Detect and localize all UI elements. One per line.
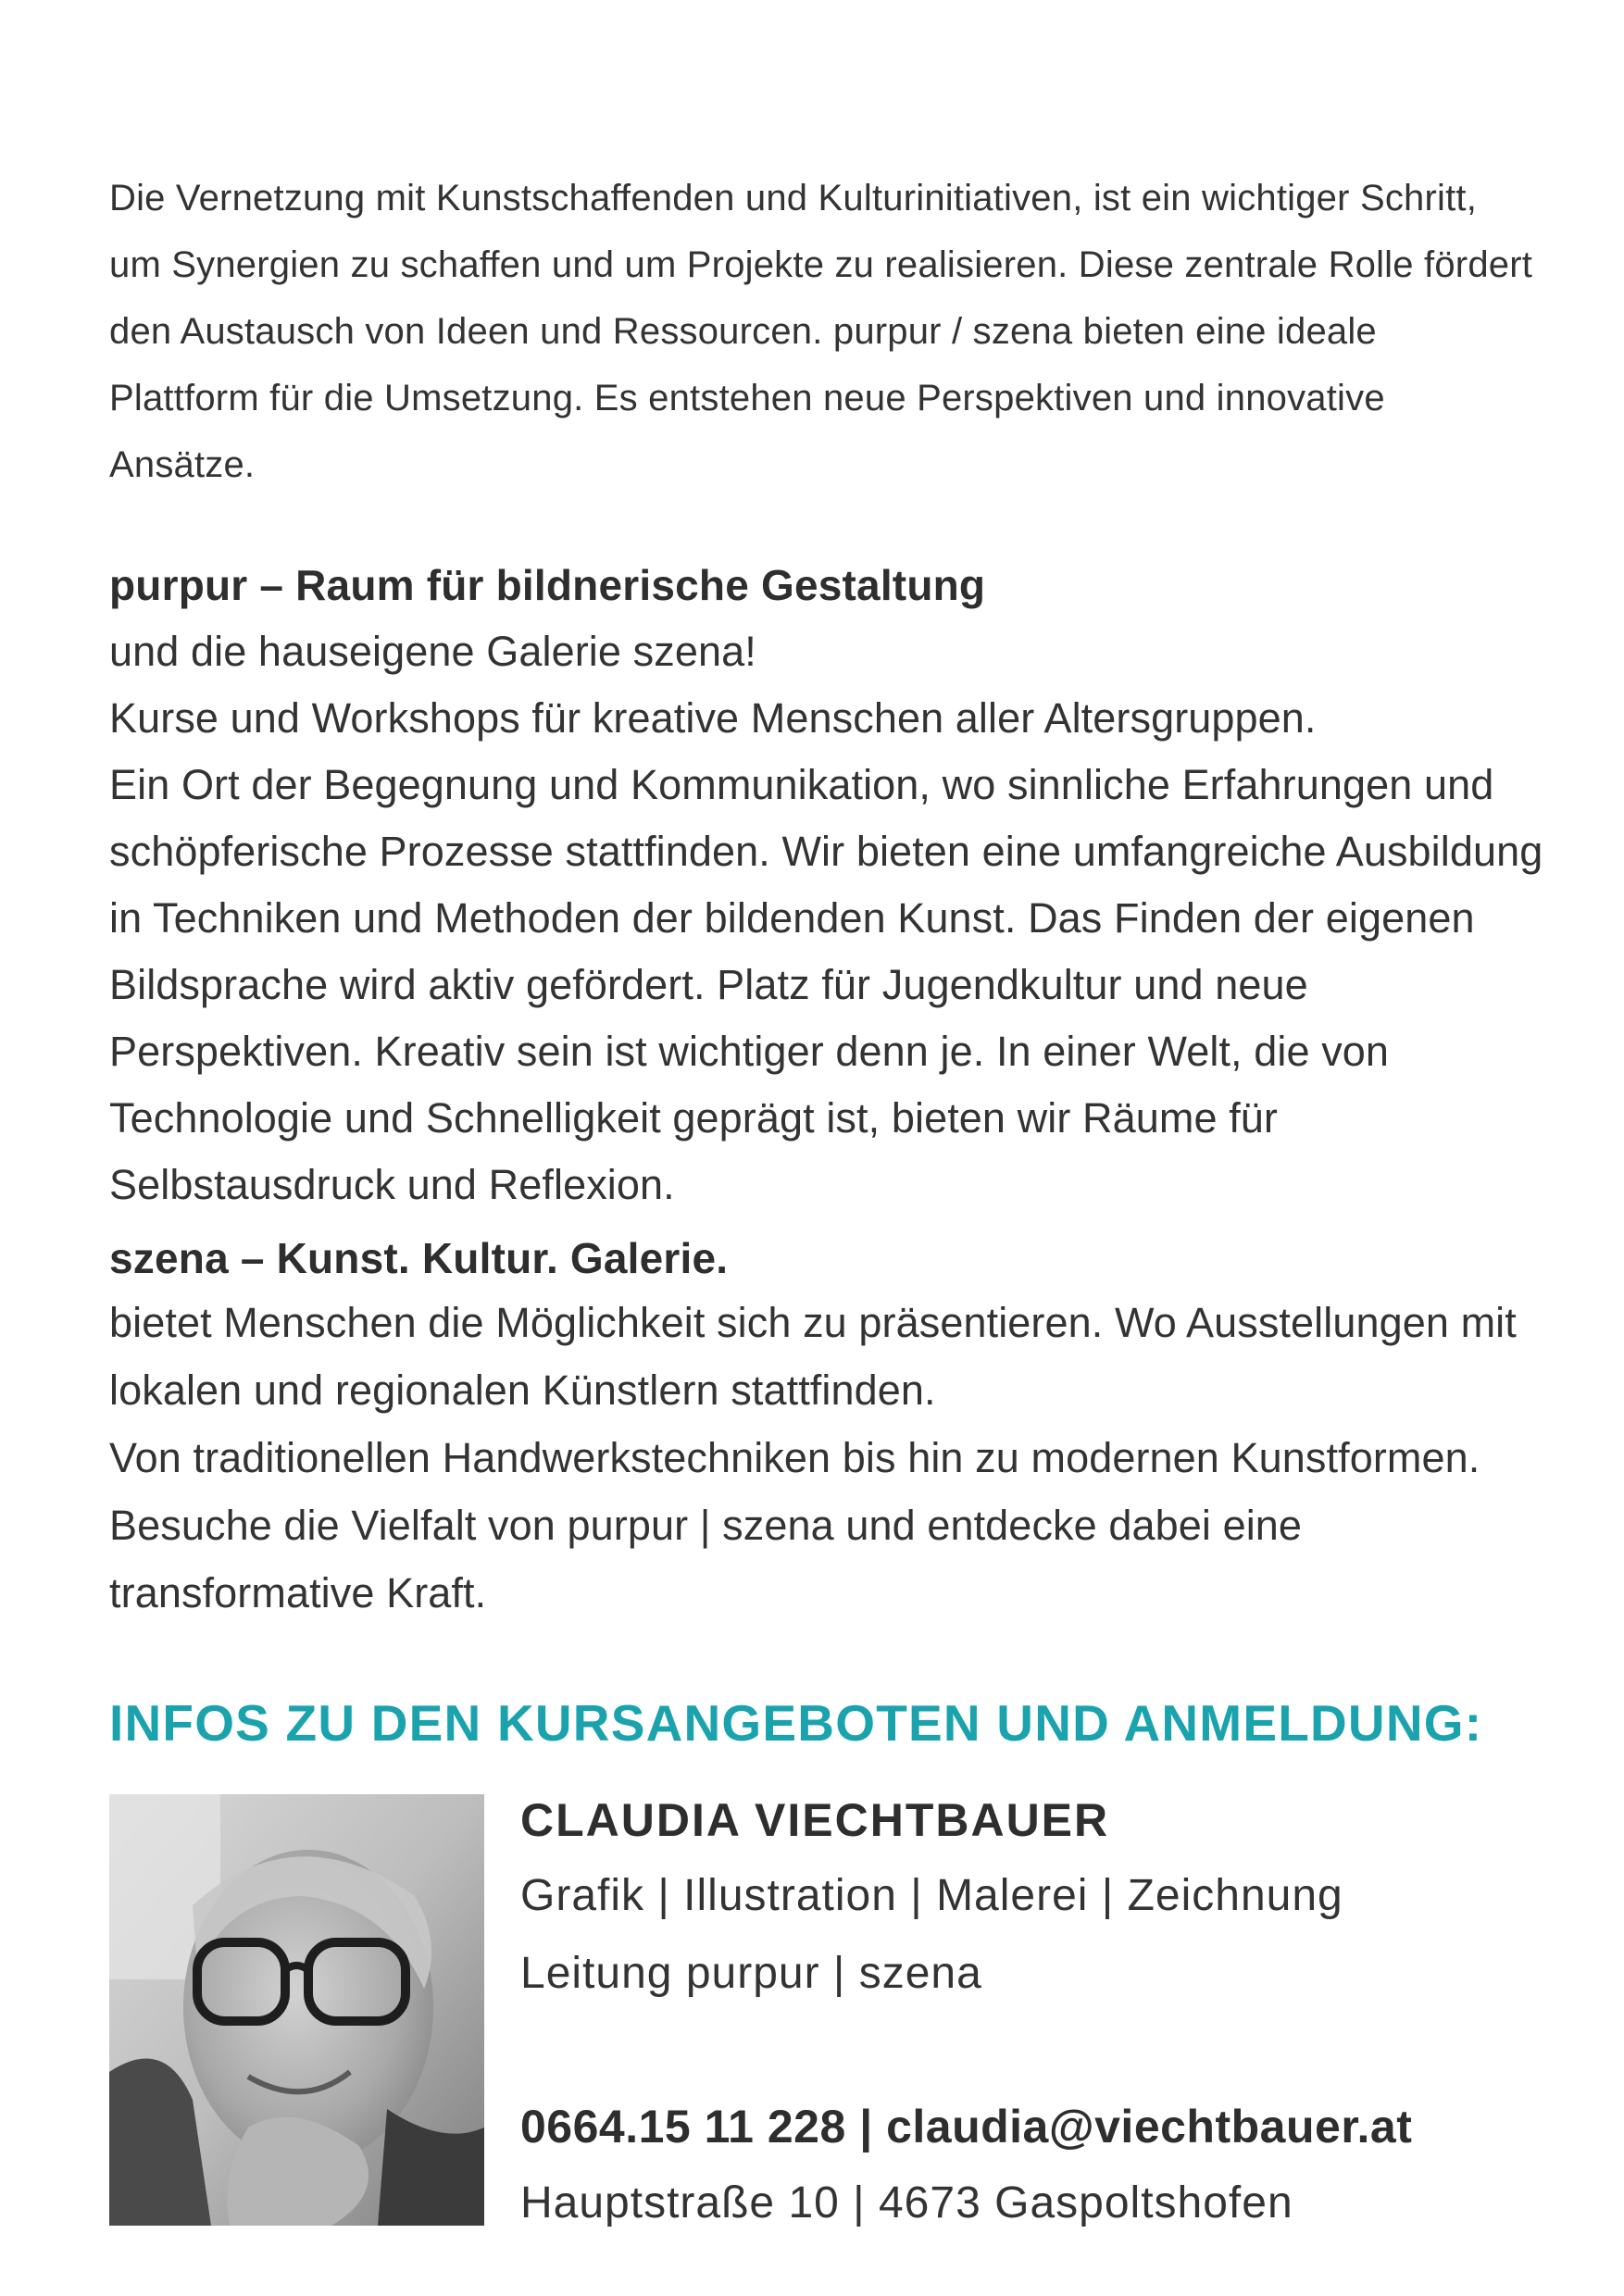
infos-title: INFOS ZU DEN KURSANGEBOTEN UND ANMELDUNG: <box>109 1694 1483 1752</box>
purpur-line: und die hauseigene Galerie szena! <box>109 628 756 675</box>
portrait-photo <box>109 1794 484 2226</box>
szena-heading: szena – Kunst. Kultur. Galerie. <box>109 1234 729 1282</box>
purpur-line: Ein Ort der Begegnung und Kommunikation, wo sinnliche Erfahrungen und schöpferische Prozesse stattfinden. Wir bieten eine umfangreiche Ausbildung in Techniken und Methoden der bildenden Kunst. Das Finden der eigenen Bildsprache wird aktiv gefördert. Platz für Jugendkultur und neue Perspektiven. Kreativ sein ist wichtiger denn je. In einer Welt, die von Technologie und Schnelligkeit geprägt ist, bieten wir Räume für Selbstausdruck und Reflexion. <box>109 761 1543 1208</box>
szena-line: Von traditionellen Handwerkstechniken bis hin zu modernen Kunstformen. Besuche die Vielfalt von purpur | szena und entdecke dabei eine transformative Kraft. <box>109 1434 1480 1616</box>
spacer <box>520 2013 1539 2089</box>
contact-phone-email[interactable]: 0664.15 11 228 | claudia@viechtbauer.at <box>520 2101 1413 2152</box>
purpur-heading: purpur – Raum für bildnerische Gestaltung <box>109 561 986 609</box>
purpur-body <box>109 618 1554 1218</box>
szena-body <box>109 1289 1554 1627</box>
szena-line: bietet Menschen die Möglichkeit sich zu präsentieren. Wo Ausstellungen mit lokalen und regionalen Künstlern stattfinden. <box>109 1299 1517 1414</box>
contact-address: Hauptstraße 10 | 4673 Gaspoltshofen <box>520 2178 1293 2227</box>
contact-name: CLAUDIA VIECHTBAUER <box>520 1794 1110 1846</box>
purpur-section <box>109 552 1554 1218</box>
contact-block <box>520 1783 1539 2242</box>
purpur-line: Kurse und Workshops für kreative Menschen aller Altersgruppen. <box>109 694 1317 742</box>
intro-paragraph: Die Vernetzung mit Kunstschaffenden und Kulturinitiativen, ist ein wichtiger Schritt, um Synergien zu schaffen und um Projekte zu realisieren. Diese zentrale Rolle fördert den Austausch von Ideen und Ressourcen. purpur / szena bieten eine ideale Plattform für die Umsetzung. Es entstehen neue Perspektiven und innovative Ansätze. <box>109 178 1533 485</box>
contact-position: Leitung purpur | szena <box>520 1949 982 1998</box>
contact-roles: Grafik | Illustration | Malerei | Zeichnung <box>520 1871 1343 1920</box>
szena-section <box>109 1228 1554 1627</box>
